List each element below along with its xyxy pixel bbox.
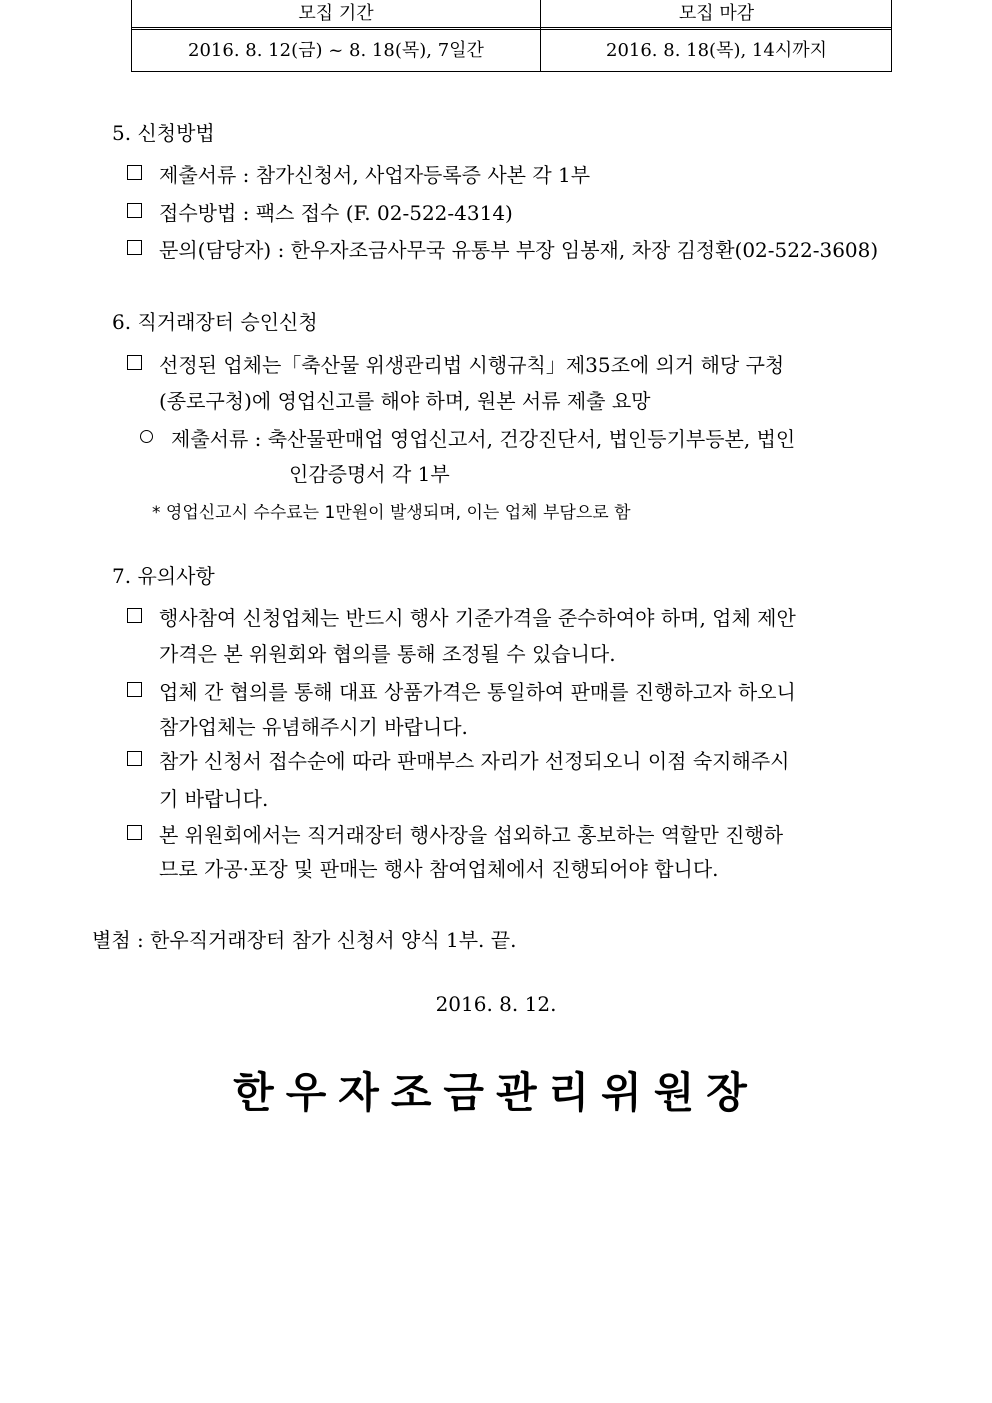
section7-heading: 7. 유의사항: [112, 564, 215, 588]
section5-item-2: 접수방법 : 팩스 접수 (F. 02-522-4314): [159, 201, 513, 225]
table-cell-period: 2016. 8. 12(금) ~ 8. 18(목), 7일간: [188, 40, 484, 61]
document-date: 2016. 8. 12.: [435, 992, 557, 1016]
section7-item-4-line2: 므로 가공·포장 및 판매는 행사 참여업체에서 진행되어야 합니다.: [159, 857, 719, 881]
section6-item-line1: 선정된 업체는「축산물 위생관리법 시행규칙」제35조에 의거 해당 구청: [159, 353, 785, 377]
checkbox-icon: [127, 240, 142, 255]
table-header-divider: [132, 27, 891, 28]
checkbox-icon: [127, 165, 142, 180]
checkbox-icon: [127, 608, 142, 623]
section7-item-2-line1: 업체 간 협의를 통해 대표 상품가격은 통일하여 판매를 진행하고자 하오니: [159, 680, 796, 704]
checkbox-icon: [127, 355, 142, 370]
section5-item-3: 문의(담당자) : 한우자조금사무국 유통부 부장 임봉재, 차장 김정환(02-522-3608): [159, 238, 879, 262]
section6-sub-line1: 제출서류 : 축산물판매업 영업신고서, 건강진단서, 법인등기부등본, 법인: [171, 427, 796, 451]
section6-note: * 영업신고시 수수료는 1만원이 발생되며, 이는 업체 부담으로 함: [152, 503, 631, 523]
section7-item-1-line1: 행사참여 신청업체는 반드시 행사 기준가격을 준수하여야 하며, 업체 제안: [159, 606, 796, 630]
section7-item-4-line1: 본 위원회에서는 직거래장터 행사장을 섭외하고 홍보하는 역할만 진행하: [159, 823, 784, 847]
checkbox-icon: [127, 751, 142, 766]
checkbox-icon: [127, 825, 142, 840]
section6-sub-line2: 인감증명서 각 1부: [289, 462, 450, 486]
section6-heading: 6. 직거래장터 승인신청: [112, 310, 318, 334]
checkbox-icon: [127, 203, 142, 218]
section7-item-1-line2: 가격은 본 위원회와 협의를 통해 조정될 수 있습니다.: [159, 642, 616, 666]
section6-item-line2: (종로구청)에 영업신고를 해야 하며, 원본 서류 제출 요망: [159, 389, 651, 413]
checkbox-icon: [127, 682, 142, 697]
recruitment-table: [131, 0, 892, 72]
table-cell-deadline: 2016. 8. 18(목), 14시까지: [606, 40, 827, 61]
attachment-note: 별첨 : 한우직거래장터 참가 신청서 양식 1부. 끝.: [92, 928, 517, 952]
signature-title: 한우자조금관리위원장: [233, 1068, 759, 1117]
section7-item-2-line2: 참가업체는 유념해주시기 바랍니다.: [159, 715, 468, 739]
section7-item-3-line1: 참가 신청서 접수순에 따라 판매부스 자리가 선정되오니 이점 숙지해주시: [159, 749, 790, 773]
table-header-period: 모집 기간: [298, 3, 374, 24]
table-header-divider-2: [132, 29, 891, 30]
section5-heading: 5. 신청방법: [112, 121, 215, 145]
section5-item-1: 제출서류 : 참가신청서, 사업자등록증 사본 각 1부: [159, 163, 591, 187]
circle-bullet-icon: [140, 430, 153, 443]
table-header-deadline: 모집 마감: [678, 3, 755, 24]
section7-item-3-line2: 기 바랍니다.: [159, 787, 269, 811]
